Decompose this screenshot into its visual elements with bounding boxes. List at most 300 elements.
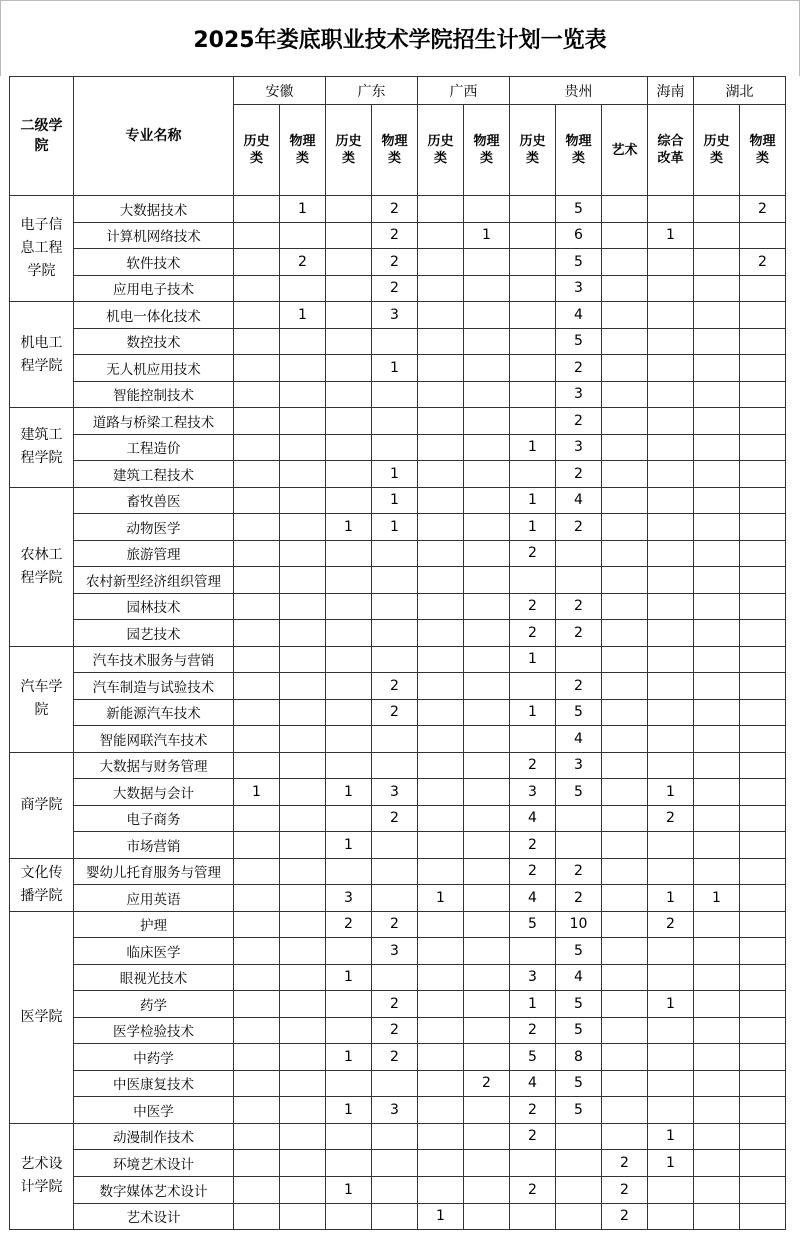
major-header: 专业名称 [74,77,234,196]
quota-cell [372,620,418,647]
quota-cell [418,1176,464,1203]
quota-cell [694,646,740,673]
quota-cell [326,567,372,594]
quota-cell: 5 [556,249,602,276]
quota-cell [372,593,418,620]
quota-cell: 2 [602,1203,648,1230]
quota-cell [234,1070,280,1097]
quota-cell [418,858,464,885]
quota-cell [418,1123,464,1150]
quota-cell [280,1097,326,1124]
quota-cell [234,434,280,461]
quota-cell [510,1150,556,1177]
quota-cell [418,964,464,991]
quota-cell [234,1123,280,1150]
category-header: 艺术 [602,105,648,196]
quota-cell: 2 [510,752,556,779]
quota-cell [694,832,740,859]
quota-cell [234,832,280,859]
quota-cell: 2 [372,196,418,223]
quota-cell: 1 [326,964,372,991]
table-row [10,1150,786,1177]
quota-cell [694,381,740,408]
quota-cell [234,1017,280,1044]
quota-cell [234,1150,280,1177]
quota-cell [740,593,786,620]
quota-cell [694,567,740,594]
table-row [10,1097,786,1124]
major-name: 大数据技术 [74,196,234,223]
quota-cell: 2 [280,249,326,276]
quota-cell [372,1123,418,1150]
quota-cell: 4 [556,726,602,753]
quota-cell [418,779,464,806]
province-header: 海南 [648,77,694,105]
quota-cell: 2 [510,593,556,620]
quota-cell [464,911,510,938]
quota-cell [740,1017,786,1044]
quota-cell: 1 [418,885,464,912]
quota-cell [326,620,372,647]
quota-cell [648,964,694,991]
quota-cell: 2 [740,196,786,223]
quota-cell [234,1097,280,1124]
quota-cell [326,196,372,223]
quota-cell [234,699,280,726]
quota-cell [234,381,280,408]
quota-cell [418,1097,464,1124]
quota-cell: 6 [556,222,602,249]
quota-cell [694,1150,740,1177]
major-name: 中医康复技术 [74,1070,234,1097]
quota-cell: 2 [510,1176,556,1203]
quota-cell: 8 [556,1044,602,1071]
quota-cell: 3 [326,885,372,912]
quota-cell [372,1150,418,1177]
quota-cell [326,434,372,461]
quota-cell [648,1176,694,1203]
quota-cell [464,196,510,223]
quota-cell [648,1044,694,1071]
category-header: 历史类 [418,105,464,196]
quota-cell [464,487,510,514]
quota-cell [280,726,326,753]
category-header: 历史类 [326,105,372,196]
quota-cell [694,461,740,488]
quota-cell [602,222,648,249]
major-name: 数控技术 [74,328,234,355]
quota-cell [740,964,786,991]
quota-cell [326,593,372,620]
quota-cell [602,1044,648,1071]
quota-cell [740,408,786,435]
category-header: 物理类 [740,105,786,196]
major-name: 智能控制技术 [74,381,234,408]
quota-cell [234,328,280,355]
quota-cell [740,328,786,355]
quota-cell [464,567,510,594]
quota-cell [648,302,694,329]
major-name: 园艺技术 [74,620,234,647]
quota-cell [234,991,280,1018]
quota-cell [464,726,510,753]
category-header: 历史类 [510,105,556,196]
table-row [10,832,786,859]
category-header: 物理类 [556,105,602,196]
quota-cell [418,1044,464,1071]
quota-cell [510,938,556,965]
quota-cell [464,1097,510,1124]
major-name: 电子商务 [74,805,234,832]
quota-cell [740,726,786,753]
quota-cell: 2 [372,249,418,276]
quota-cell: 5 [556,938,602,965]
quota-cell [602,1070,648,1097]
quota-cell [602,381,648,408]
quota-cell [464,832,510,859]
quota-cell [326,249,372,276]
quota-cell [740,911,786,938]
quota-cell [234,593,280,620]
quota-cell [694,938,740,965]
table-row [10,911,786,938]
quota-cell: 1 [694,885,740,912]
quota-cell [648,408,694,435]
quota-cell [740,461,786,488]
major-name: 大数据与会计 [74,779,234,806]
quota-cell: 5 [556,1097,602,1124]
quota-cell [418,1150,464,1177]
quota-cell [280,699,326,726]
quota-cell [648,275,694,302]
quota-cell [326,1123,372,1150]
quota-cell [234,514,280,541]
quota-cell [648,593,694,620]
quota-cell [602,752,648,779]
quota-cell [464,885,510,912]
quota-cell [418,832,464,859]
quota-cell [372,858,418,885]
quota-cell: 3 [372,302,418,329]
quota-cell [326,275,372,302]
quota-cell: 5 [556,196,602,223]
quota-cell [234,567,280,594]
quota-cell [326,222,372,249]
quota-cell [234,620,280,647]
quota-cell [280,434,326,461]
quota-cell [464,355,510,382]
quota-cell [234,1203,280,1230]
quota-cell [602,275,648,302]
enrollment-table [9,76,786,1230]
quota-cell: 1 [510,487,556,514]
table-row [10,752,786,779]
quota-cell [740,434,786,461]
quota-cell [602,726,648,753]
quota-cell [280,540,326,567]
quota-cell: 1 [372,514,418,541]
quota-cell: 2 [556,620,602,647]
quota-cell [464,381,510,408]
quota-cell: 4 [510,885,556,912]
quota-cell [602,567,648,594]
quota-cell [602,885,648,912]
quota-cell: 2 [648,911,694,938]
quota-cell [326,381,372,408]
quota-cell: 2 [510,1123,556,1150]
quota-cell [648,832,694,859]
quota-cell [602,779,648,806]
quota-cell [694,673,740,700]
quota-cell: 1 [648,991,694,1018]
table-row [10,355,786,382]
quota-cell [694,487,740,514]
quota-cell [602,408,648,435]
quota-cell [234,858,280,885]
quota-cell [510,355,556,382]
quota-cell: 2 [648,805,694,832]
major-name: 应用英语 [74,885,234,912]
quota-cell [326,752,372,779]
quota-cell: 3 [556,275,602,302]
quota-cell [280,1123,326,1150]
quota-cell [602,620,648,647]
quota-cell [280,832,326,859]
table-row [10,196,786,223]
quota-cell [740,222,786,249]
quota-cell [556,1150,602,1177]
table-row [10,726,786,753]
quota-cell: 2 [602,1150,648,1177]
quota-cell [510,567,556,594]
quota-cell [694,911,740,938]
quota-cell [418,487,464,514]
quota-cell [326,540,372,567]
quota-cell: 1 [464,222,510,249]
major-name: 无人机应用技术 [74,355,234,382]
table-row [10,302,786,329]
major-name: 新能源汽车技术 [74,699,234,726]
quota-cell [418,805,464,832]
quota-cell: 1 [326,1044,372,1071]
quota-cell [740,1070,786,1097]
quota-cell [602,1017,648,1044]
quota-cell [648,249,694,276]
quota-cell [418,302,464,329]
quota-cell [694,249,740,276]
quota-cell [280,355,326,382]
major-name: 汽车制造与试验技术 [74,673,234,700]
quota-cell [740,381,786,408]
quota-cell [372,1070,418,1097]
major-name: 建筑工程技术 [74,461,234,488]
major-name: 护理 [74,911,234,938]
quota-cell [602,1123,648,1150]
quota-cell [740,885,786,912]
table-row [10,1203,786,1230]
quota-cell [740,355,786,382]
quota-cell [694,355,740,382]
quota-cell [280,567,326,594]
quota-cell: 5 [510,911,556,938]
quota-cell: 5 [556,1017,602,1044]
quota-cell: 1 [510,646,556,673]
quota-cell [740,1176,786,1203]
quota-cell: 1 [510,514,556,541]
quota-cell [556,805,602,832]
table-row [10,514,786,541]
quota-cell [602,514,648,541]
quota-cell [418,381,464,408]
quota-cell [280,1203,326,1230]
quota-cell [694,779,740,806]
table-row [10,699,786,726]
quota-cell: 1 [510,699,556,726]
quota-cell [464,275,510,302]
table-row [10,858,786,885]
quota-cell [740,699,786,726]
quota-cell [372,964,418,991]
quota-cell [326,726,372,753]
quota-cell [418,540,464,567]
quota-cell: 1 [372,487,418,514]
quota-cell [418,1070,464,1097]
quota-cell [418,275,464,302]
quota-cell: 2 [372,699,418,726]
quota-cell [234,726,280,753]
quota-cell [280,964,326,991]
quota-cell [234,196,280,223]
quota-cell [510,408,556,435]
table-row [10,1044,786,1071]
quota-cell [694,514,740,541]
quota-cell [326,328,372,355]
quota-cell: 2 [556,593,602,620]
quota-cell [234,911,280,938]
quota-cell [510,328,556,355]
table-row [10,964,786,991]
quota-cell [464,858,510,885]
quota-cell [464,249,510,276]
quota-cell: 1 [372,461,418,488]
quota-cell [234,646,280,673]
quota-cell [648,567,694,594]
major-name: 中医学 [74,1097,234,1124]
quota-cell [372,1203,418,1230]
quota-cell [464,434,510,461]
quota-cell [694,1044,740,1071]
quota-cell [234,275,280,302]
table-row [10,275,786,302]
quota-cell [234,1176,280,1203]
quota-cell [464,1203,510,1230]
quota-cell [418,673,464,700]
quota-cell [464,540,510,567]
quota-cell: 2 [602,1176,648,1203]
quota-cell [740,991,786,1018]
quota-cell: 2 [464,1070,510,1097]
college-name: 电子信息工程学院 [10,196,74,302]
quota-cell [326,699,372,726]
quota-cell [694,1123,740,1150]
quota-cell [372,381,418,408]
quota-cell [740,302,786,329]
quota-cell [280,1017,326,1044]
province-header: 贵州 [510,77,648,105]
quota-cell [234,408,280,435]
major-name: 农村新型经济组织管理 [74,567,234,594]
quota-cell: 5 [556,991,602,1018]
quota-cell [234,355,280,382]
quota-cell [602,991,648,1018]
major-name: 工程造价 [74,434,234,461]
quota-cell [280,858,326,885]
college-name: 农林工程学院 [10,487,74,646]
quota-cell [372,408,418,435]
table-row [10,1070,786,1097]
college-name: 艺术设计学院 [10,1123,74,1230]
college-name: 汽车学院 [10,646,74,752]
quota-cell [740,805,786,832]
quota-cell: 1 [648,885,694,912]
quota-cell [694,726,740,753]
quota-cell: 1 [418,1203,464,1230]
major-name: 软件技术 [74,249,234,276]
quota-cell [418,911,464,938]
quota-cell [602,355,648,382]
quota-cell [602,938,648,965]
quota-cell [418,434,464,461]
quota-cell [694,196,740,223]
quota-cell [740,275,786,302]
table-row [10,328,786,355]
quota-cell: 5 [556,699,602,726]
quota-cell [602,540,648,567]
quota-cell [326,461,372,488]
quota-cell: 2 [510,858,556,885]
quota-cell: 2 [510,832,556,859]
quota-cell [372,832,418,859]
quota-cell [740,1123,786,1150]
quota-cell [280,779,326,806]
quota-cell [510,222,556,249]
quota-cell [418,408,464,435]
quota-cell [464,408,510,435]
quota-cell [556,646,602,673]
quota-cell [556,567,602,594]
quota-cell [280,514,326,541]
quota-cell: 1 [280,302,326,329]
quota-cell: 4 [510,1070,556,1097]
category-header: 历史类 [234,105,280,196]
quota-cell [326,1070,372,1097]
quota-cell [694,1017,740,1044]
quota-cell [648,540,694,567]
quota-cell [234,964,280,991]
quota-cell [602,196,648,223]
quota-cell [280,275,326,302]
quota-cell [510,673,556,700]
major-name: 汽车技术服务与营销 [74,646,234,673]
quota-cell [602,461,648,488]
quota-cell [418,593,464,620]
quota-cell [234,540,280,567]
quota-cell [740,1150,786,1177]
table-row [10,620,786,647]
quota-cell: 1 [326,1176,372,1203]
quota-cell: 1 [648,1150,694,1177]
quota-cell: 10 [556,911,602,938]
